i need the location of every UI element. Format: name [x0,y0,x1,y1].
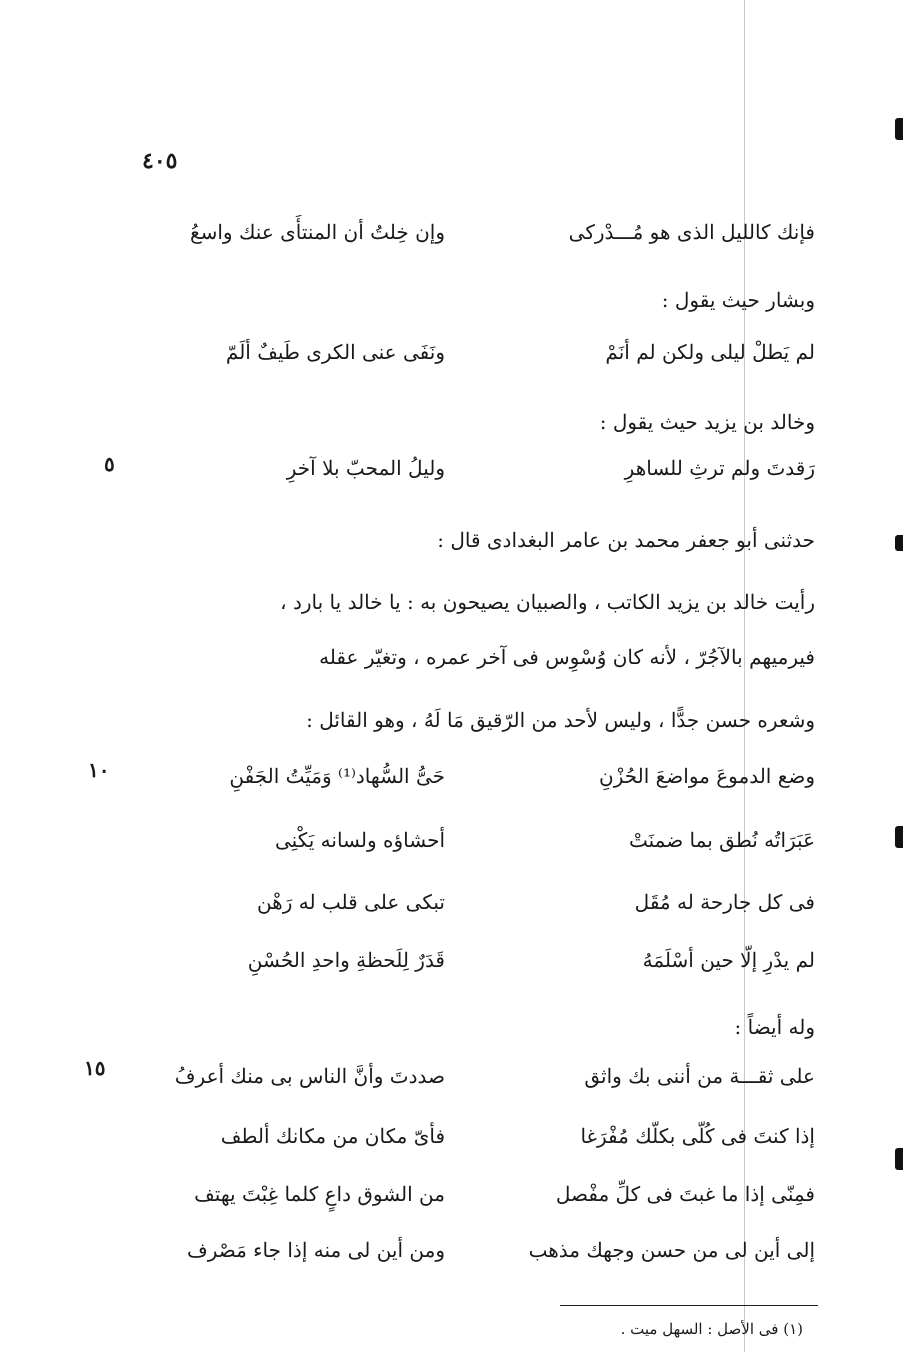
verse [0,456,903,486]
prose-line: فيرميهم بالآجُرّ ، لأنه كان وُسْوِس فى آخر عمره ، وتغيّر عقله [319,645,815,669]
verse-hemistich-first: عَبَرَاتُه نُطق بما ضمنَتْ [628,828,815,852]
verse-hemistich-first: إذا كنتَ فى كُلّى بكلّك مُفْرَغا [580,1124,815,1148]
verse-hemistich-second: من الشوق داعٍ كلما غِبْتَ يهتف [194,1182,445,1206]
verse-hemistich-second: وليلُ المحبّ بلا آخرِ [286,456,445,480]
verse-hemistich-first: إلى أين لى من حسن وجهك مذهب [528,1238,815,1262]
verse [0,948,903,978]
line-number-15: ١٥ [84,1056,106,1080]
verse [0,1064,903,1094]
line-number-10: ١٠ [88,758,110,782]
verse-hemistich-second: ومن أين لى منه إذا جاء مَصْرف [186,1238,445,1262]
prose-line: وخالد بن يزيد حيث يقول : [599,410,815,434]
verse-hemistich-first: على ثقـــة من أننى بك واثق [584,1064,815,1088]
verse-hemistich-second: تبكى على قلب له رَهْن [256,890,445,914]
prose-line: وبشار حيث يقول : [661,288,815,312]
verse [0,828,903,858]
prose-line: رأيت خالد بن يزيد الكاتب ، والصبيان يصيحون به : يا خالد يا بارد ، [280,590,815,614]
verse-hemistich-second: قَدَرٌ لِلَحظةِ واحدِ الحُسْنِ [247,948,445,972]
verse-hemistich-second: فأىّ مكان من مكانك ألطف [220,1124,445,1148]
verse-hemistich-second: صددتَ وأنَّ الناس بى منك أعرفُ [174,1064,445,1088]
verse-hemistich-second: ونَفَى عنى الكرى طَيفٌ ألَمّ [225,340,445,364]
verse-hemistich-first: وضع الدموعَ مواضعَ الحُزْنِ [599,764,815,788]
prose-line: حدثنى أبو جعفر محمد بن عامر البغدادى قال : [437,528,815,552]
prose-line: وشعره حسن جدًّا ، وليس لأحد من الرّقيق مَا لَهُ ، وهو القائل : [306,708,815,732]
line-number-5: ٥ [104,452,115,476]
edge-mark [895,118,903,140]
verse-hemistich-first: فمِنّى إذا ما غبتَ فى كلِّ مفْصل [555,1182,815,1206]
verse [0,890,903,920]
verse [0,340,903,370]
verse-hemistich-first: فى كل جارحة له مُقَل [634,890,815,914]
verse-hemistich-second: وإن خِلتُ أن المنتأَى عنك واسعُ [189,220,445,244]
page-number: ٤٠٥ [142,148,178,174]
verse [0,764,903,794]
verse [0,1124,903,1154]
edge-mark [895,535,903,551]
verse-hemistich-second: حَىُّ السُّهاد⁽¹⁾ وَمَيِّتُ الجَفْنِ [229,764,445,788]
verse [0,1238,903,1268]
prose-line: وله أيضاً : [734,1015,815,1039]
verse-hemistich-first: رَقدتَ ولم ترثِ للساهرِ [624,456,815,480]
verse-hemistich-first: لم يدْرِ إلّا حين أسْلَمَهُ [642,948,815,972]
footnote-rule [560,1305,818,1306]
verse [0,220,903,250]
footnote: (١) فى الأصل : السهل ميت . [620,1320,803,1338]
verse [0,1182,903,1212]
verse-hemistich-first: لم يَطلْ ليلى ولكن لم أنَمْ [605,340,815,364]
verse-hemistich-first: فإنك كالليل الذى هو مُـــدْركى [568,220,815,244]
verse-hemistich-second: أحشاؤه ولسانه يَكْنِى [275,828,445,852]
